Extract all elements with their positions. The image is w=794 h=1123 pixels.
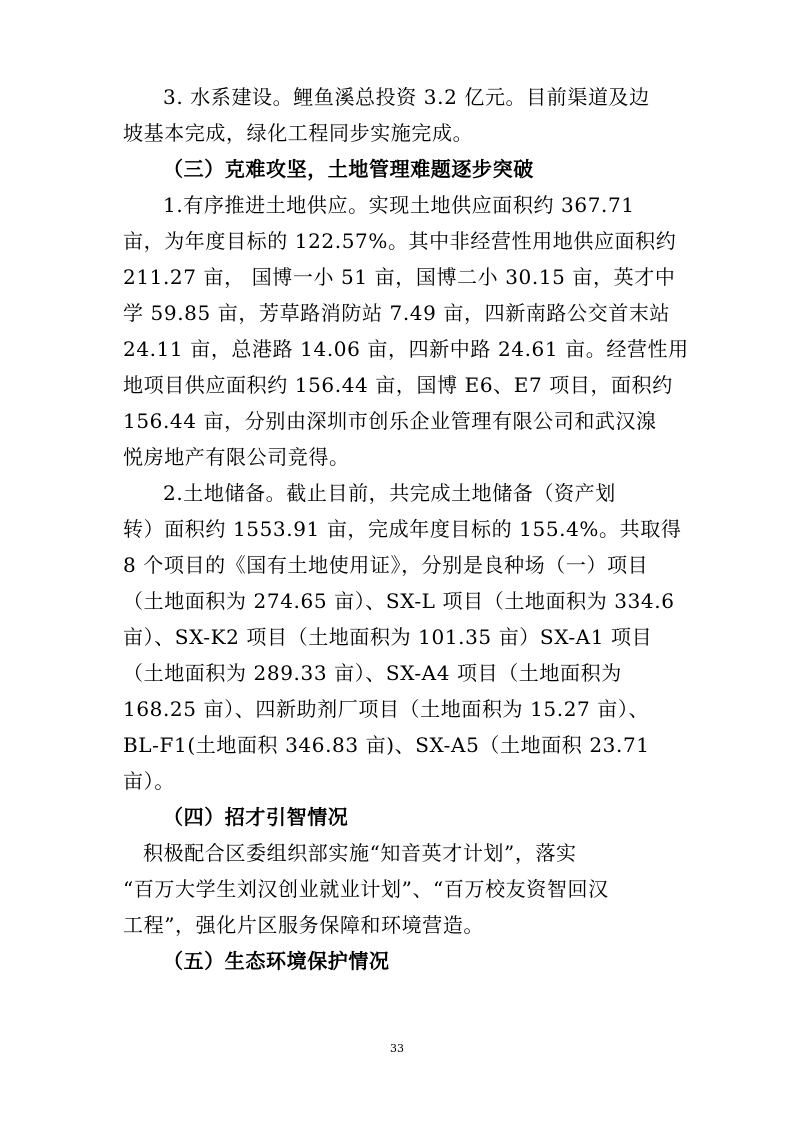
paragraph-land-supply-line-4: 学 59.85 亩，芳草路消防站 7.49 亩，四新南路公交首末站 xyxy=(123,301,671,325)
paragraph-land-reserve-line-8: BL-F1(土地面积 346.83 亩)、SX-A5（土地面积 23.71 xyxy=(123,733,650,757)
section-heading-talent: （四）招才引智情况 xyxy=(163,805,349,829)
paragraph-land-supply-line-6: 地项目供应面积约 156.44 亩，国博 E6、E7 项目，面积约 xyxy=(123,373,673,397)
page-number: 33 xyxy=(390,1042,404,1055)
paragraph-talent-line-1: 积极配合区委组织部实施“知音英才计划”，落实 xyxy=(143,841,577,865)
paragraph-land-reserve-line-3: 8 个项目的《国有土地使用证》，分别是良种场（一）项目 xyxy=(123,553,649,577)
paragraph-talent-line-3: 工程”，强化片区服务保障和环境营造。 xyxy=(123,913,485,937)
paragraph-land-supply-line-3: 211.27 亩， 国博一小 51 亩，国博二小 30.15 亩，英才中 xyxy=(123,265,676,289)
paragraph-land-supply-line-7: 156.44 亩，分别由深圳市创乐企业管理有限公司和武汉湶 xyxy=(123,409,657,433)
paragraph-talent-line-2: “百万大学生刘汉创业就业计划”、“百万校友资智回汉 xyxy=(123,877,609,901)
paragraph-water-system-line-2: 坡基本完成，绿化工程同步实施完成。 xyxy=(123,121,474,145)
paragraph-land-supply-line-8: 悦房地产有限公司竞得。 xyxy=(123,445,350,469)
paragraph-water-system-line-1: 3. 水系建设。鲤鱼溪总投资 3.2 亿元。目前渠道及边 xyxy=(163,85,650,109)
paragraph-land-reserve-line-4: （土地面积为 274.65 亩）、SX-L 项目（土地面积为 334.6 xyxy=(123,589,675,613)
paragraph-land-reserve-line-5: 亩）、SX-K2 项目（土地面积为 101.35 亩）SX-A1 项目 xyxy=(123,625,653,649)
paragraph-land-reserve-line-1: 2.土地储备。截止目前，共完成土地储备（资产划 xyxy=(163,481,616,505)
paragraph-land-supply-line-5: 24.11 亩，总港路 14.06 亩，四新中路 24.61 亩。经营性用 xyxy=(123,337,689,361)
section-heading-ecology: （五）生态环境保护情况 xyxy=(163,949,390,973)
paragraph-land-reserve-line-2: 转）面积约 1553.91 亩，完成年度目标的 155.4%。共取得 xyxy=(123,517,682,541)
paragraph-land-reserve-line-6: （土地面积为 289.33 亩）、SX-A4 项目（土地面积为 xyxy=(123,661,622,685)
section-heading-land-management: （三）克难攻坚，土地管理难题逐步突破 xyxy=(163,157,534,181)
paragraph-land-reserve-line-9: 亩）。 xyxy=(123,769,175,793)
paragraph-land-supply-line-2: 亩，为年度目标的 122.57%。其中非经营性用地供应面积约 xyxy=(123,229,677,253)
paragraph-land-reserve-line-7: 168.25 亩）、四新助剂厂项目（土地面积为 15.27 亩）、 xyxy=(123,697,650,721)
paragraph-land-supply-line-1: 1.有序推进土地供应。实现土地供应面积约 367.71 xyxy=(163,193,635,217)
